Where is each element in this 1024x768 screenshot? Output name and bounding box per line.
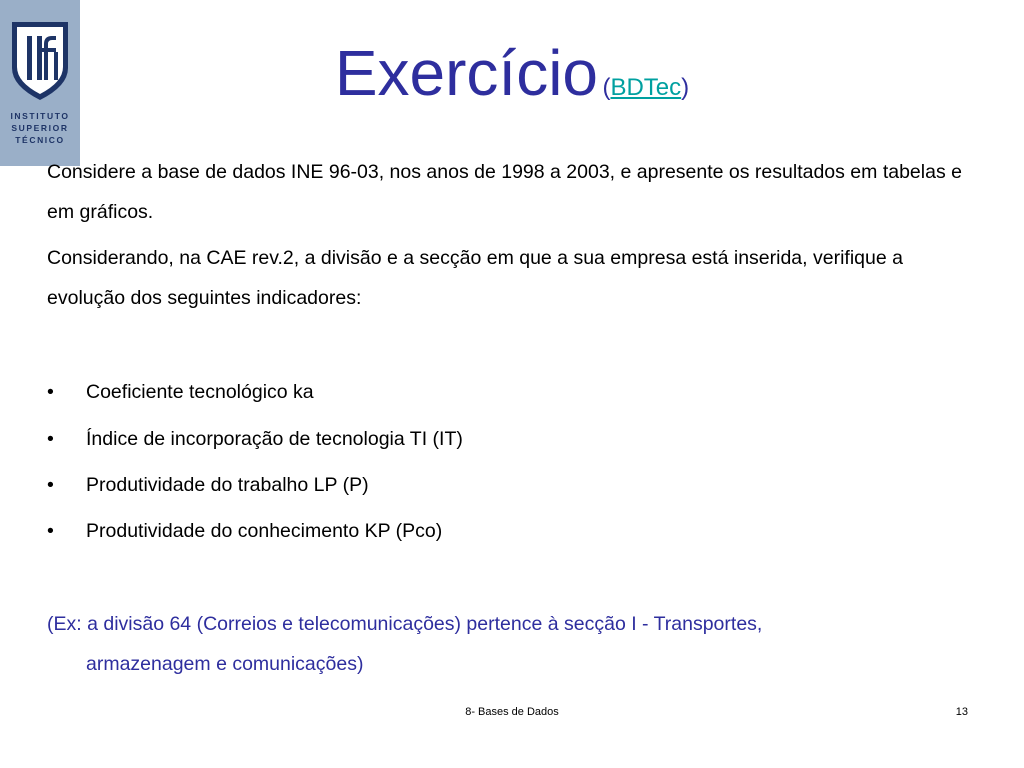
list-item — [47, 427, 463, 451]
paragraph-intro: Considere a base de dados INE 96-03, nos anos de 1998 a 2003, e apresente os resultados em tabelas e em gráficos. — [47, 161, 962, 223]
example-note — [47, 604, 967, 684]
footer-section-title: 8- Bases de Dados — [465, 706, 559, 718]
list-item-text: Coeficiente tecnológico ka — [86, 381, 314, 403]
title-main: Exercício — [334, 37, 599, 109]
list-item-text: Produtividade do conhecimento KP (Pco) — [86, 520, 443, 542]
title-paren-open: ( — [602, 74, 611, 101]
paragraph-indicators: Considerando, na CAE rev.2, a divisão e a secção em que a sua empresa está inserida, verifique a evolução dos seguintes indicadores: — [47, 247, 903, 309]
title-paren-close: ) — [681, 74, 690, 101]
bdtec-link[interactable]: BDTec — [610, 74, 682, 101]
logo-line-1: INSTITUTO — [10, 111, 70, 121]
bullet-icon: • — [47, 428, 54, 450]
list-item — [47, 519, 442, 543]
list-item-text: Produtividade do trabalho LP (P) — [86, 474, 369, 496]
bullet-icon: • — [47, 381, 54, 403]
bullet-icon: • — [47, 520, 54, 542]
bullet-icon: • — [47, 474, 54, 496]
list-item — [47, 473, 369, 497]
logo-line-3: TÉCNICO — [15, 135, 65, 145]
slide-title — [0, 36, 1024, 110]
example-line-2: armazenagem e comunicações) — [86, 653, 364, 675]
page-number: 13 — [955, 706, 968, 718]
example-line-1: (Ex: a divisão 64 (Correios e telecomunicações) pertence à secção I - Transportes, — [47, 613, 763, 635]
list-item — [47, 380, 314, 404]
list-item-text: Índice de incorporação de tecnologia TI (IT) — [86, 428, 463, 450]
logo-line-2: SUPERIOR — [11, 123, 69, 133]
